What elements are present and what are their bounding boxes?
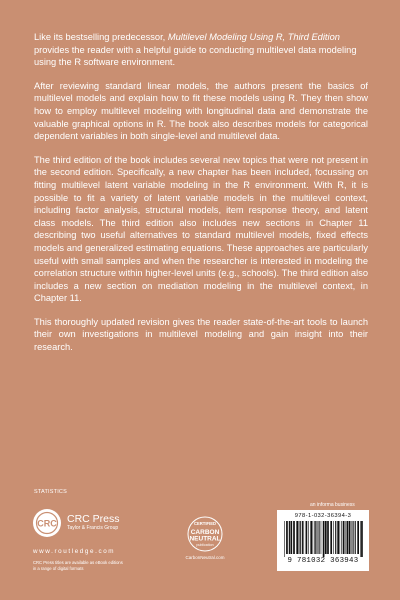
barcode-bar	[327, 521, 329, 554]
barcode-bar	[289, 521, 290, 554]
blurb-paragraph-2: After reviewing standard linear models, the authors present the basics of multilevel models and explain how to fit these models using R. They then show how to employ multilevel modeling with longitudinal data and demonstrate the valuable graphical options in R. The book also describes models for categorical dependent variables in both single-level and multilevel data.	[34, 80, 368, 142]
publisher-group: Taylor & Francis Group	[67, 525, 119, 531]
informa-tagline: an informa business	[310, 502, 355, 508]
blurb-paragraph-4: This thoroughly updated revision gives the reader state-of-the-art tools to launch their own investigations in multilevel modeling and gain insight into their research.	[34, 316, 368, 353]
barcode-bar	[313, 521, 314, 554]
barcode-bar	[345, 521, 346, 554]
blurb-p1-intro: Like its bestselling predecessor,	[34, 32, 168, 42]
blurb-paragraph-3: The third edition of the book includes several new topics that were not present in the second edition. Specifically, a new chapter has been included, focussing on fitting multilevel latent variable modeling in the R environment. With R, it is possible to fit a variety of latent variable models in the multilevel context, including factor analysis, structural models, item response theory, and latent class models. The third edition also includes new sections in Chapter 11 describing two useful alternatives to standard multilevel models, fixed effects models and generalized estimating equations. These approaches are particularly useful with small samples and when the researcher is interested in modeling the correlation structure within higher-level units (e.g., schools). The third edition also includes a new section on mediation modeling in the multilevel context, in Chapter 11.	[34, 154, 368, 304]
barcode-bar	[306, 521, 308, 554]
ebook-note-line-2: in a range of digital formats	[33, 566, 84, 571]
barcode-bar	[353, 521, 354, 554]
barcode-bar	[314, 521, 315, 554]
barcode-bar	[296, 521, 298, 554]
carbon-neutral-badge	[180, 514, 230, 560]
barcode-bar	[340, 521, 341, 554]
barcode-bar	[302, 521, 303, 554]
blurb-paragraph-1	[34, 31, 368, 69]
barcode-bar	[325, 521, 327, 554]
barcode-bar	[355, 521, 356, 554]
back-cover-blurb	[34, 31, 368, 365]
barcode-bar	[321, 521, 322, 554]
publisher-website: www.routledge.com	[33, 548, 116, 555]
publisher-name: CRC Press	[67, 513, 120, 525]
svg-text:CERTIFIED: CERTIFIED	[193, 521, 217, 526]
barcode-bar	[284, 521, 285, 557]
barcode-bar	[337, 521, 339, 554]
category-label: STATISTICS	[34, 489, 67, 495]
barcode-bar	[319, 521, 320, 554]
barcode-icon	[282, 521, 364, 557]
svg-text:publication: publication	[196, 543, 214, 547]
barcode-bar	[293, 521, 295, 554]
barcode-bar	[343, 521, 345, 554]
barcode-bar	[317, 521, 318, 554]
barcode-bar	[310, 521, 312, 554]
barcode-bar	[351, 521, 352, 554]
barcode-bar	[330, 521, 332, 554]
barcode-bar	[300, 521, 301, 554]
barcode-bar	[308, 521, 309, 554]
isbn-barcode-digits: 9 781032 363943	[287, 557, 359, 565]
book-title: Multilevel Modeling Using R, Third Edition	[167, 32, 340, 42]
carbon-neutral-url: CarbonNeutral.com	[185, 555, 225, 560]
isbn-number: 978-1-032-36394-3	[294, 513, 352, 519]
barcode-bar	[360, 521, 361, 557]
crc-press-logo-icon	[32, 508, 62, 538]
svg-text:CARBON: CARBON	[190, 529, 220, 536]
barcode-bar	[290, 521, 292, 554]
barcode-bar	[357, 521, 359, 554]
barcode-bar	[347, 521, 349, 554]
barcode-bar	[315, 521, 316, 554]
isbn-barcode	[277, 510, 369, 571]
barcode-bar	[361, 521, 363, 557]
barcode-bar	[286, 521, 288, 554]
ebook-note	[33, 560, 123, 572]
barcode-bar	[299, 521, 300, 554]
publisher-logo	[32, 508, 120, 538]
ebook-note-line-1: CRC Press titles are available as eBook editions	[33, 560, 123, 565]
svg-text:NEUTRAL: NEUTRAL	[189, 535, 221, 543]
carbon-neutral-seal-icon	[185, 514, 225, 554]
blurb-p1-rest: provides the reader with a helpful guide to conducting multilevel data modeling using the R software environment.	[34, 44, 357, 68]
barcode-bar	[303, 521, 304, 554]
barcode-bar	[333, 521, 334, 554]
crc-logo-text: CRC	[37, 518, 57, 529]
barcode-bar	[323, 521, 325, 557]
barcode-bar	[341, 521, 342, 554]
barcode-bar	[335, 521, 336, 554]
barcode-bar	[349, 521, 351, 554]
